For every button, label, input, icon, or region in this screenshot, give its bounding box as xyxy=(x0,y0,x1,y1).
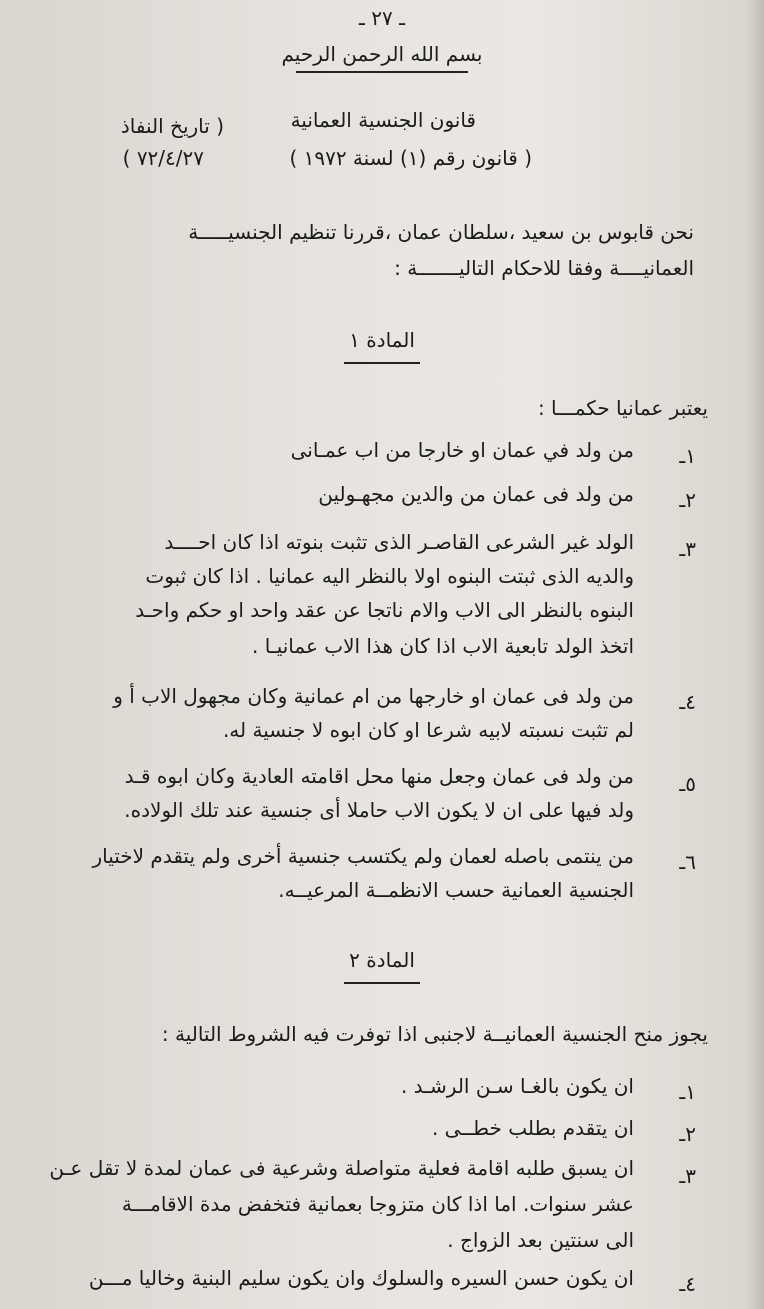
article-1-intro: يعتبر عمانيا حكمـــا : xyxy=(537,396,708,420)
article-2-item-3-number: ٣ـ xyxy=(679,1164,696,1188)
article-2-item-3-line-2: عشر سنوات. اما اذا كان متزوجا بعمانية فتخفض مدة الاقامـــة xyxy=(121,1192,634,1216)
article-2-item-3-line-3: الى سنتين بعد الزواج . xyxy=(447,1228,634,1252)
article-1-item-3-line-4: اتخذ الولد تابعية الاب اذا كان هذا الاب عمانيـا . xyxy=(252,634,634,658)
article-1-item-2-text: من ولد فى عمان من والدين مجهـولين xyxy=(318,482,634,506)
article-1-item-5-line-2: ولد فيها على ان لا يكون الاب حاملا أى جنسية عند تلك الولاده. xyxy=(124,798,634,822)
article-2-item-4-number: ٤ـ xyxy=(679,1272,696,1296)
article-1-item-1-number: ١ـ xyxy=(679,444,696,468)
article-1-item-4-line-2: لم تثبت نسبته لابيه شرعا او كان ابوه لا جنسية له. xyxy=(222,718,634,742)
article-2-item-3-line-1: ان يسبق طلبه اقامة فعلية متواصلة وشرعية فى عمان لمدة لا تقل عـن xyxy=(49,1156,634,1180)
article-1-heading: المادة ١ xyxy=(349,328,415,352)
basmala: بسم الله الرحمن الرحيم xyxy=(281,42,483,66)
article-1-underline xyxy=(344,362,420,364)
article-1-item-1-text: من ولد في عمان او خارجا من اب عمـانى xyxy=(290,438,634,462)
article-2-item-1-text: ان يكون بالغـا سـن الرشـد . xyxy=(400,1074,634,1098)
page-edge-shadow xyxy=(746,0,764,1309)
article-2-item-2-number: ٢ـ xyxy=(679,1122,696,1146)
article-2-item-2-text: ان يتقدم بطلب خطــى . xyxy=(431,1116,634,1140)
preamble-line-2: العمانيــــة وفقا للاحكام التاليـــــــة : xyxy=(394,256,694,280)
article-1-item-4-number: ٤ـ xyxy=(679,690,696,714)
article-1-item-3-line-3: البنوه بالنظر الى الاب والام ناتجا عن عقد واحد او حكم واحـد xyxy=(135,598,634,622)
article-2-heading: المادة ٢ xyxy=(349,948,415,972)
article-1-item-2-number: ٢ـ xyxy=(679,488,696,512)
article-1-item-6-number: ٦ـ xyxy=(679,850,696,874)
article-1-item-6-line-1: من ينتمى باصله لعمان ولم يكتسب جنسية أخرى ولم يتقدم لاختيار xyxy=(92,844,634,868)
page-number: ـ ٢٧ ـ xyxy=(359,6,405,30)
law-title: قانون الجنسية العمانية xyxy=(290,108,476,132)
law-number: ( قانون رقم (١) لسنة ١٩٧٢ ) xyxy=(289,146,532,170)
effective-date: ٧٢/٤/٢٧ ) xyxy=(122,146,204,170)
basmala-underline xyxy=(296,71,468,73)
article-1-item-6-line-2: الجنسية العمانية حسب الانظمــة المرعيــه. xyxy=(278,878,634,902)
article-1-item-4-line-1: من ولد فى عمان او خارجها من ام عمانية وكان مجهول الاب أ و xyxy=(113,684,634,708)
article-1-item-5-line-1: من ولد فى عمان وجعل منها محل اقامته العادية وكان ابوه قـد xyxy=(124,764,634,788)
preamble-line-1: نحن قابوس بن سعيد ،سلطان عمان ،قررنا تنظيم الجنسيـــــة xyxy=(188,220,694,244)
article-1-item-3-number: ٣ـ xyxy=(679,537,696,561)
article-1-item-5-number: ٥ـ xyxy=(679,772,696,796)
article-1-item-3-line-2: والديه الذى ثبتت البنوه اولا بالنظر اليه عمانيا . اذا كان ثبوت xyxy=(145,564,634,588)
article-2-item-4-line-1: ان يكون حسن السيره والسلوك وان يكون سليم البنية وخاليا مـــن xyxy=(88,1266,634,1290)
article-1-item-3-line-1: الولد غير الشرعى القاصـر الذى تثبت بنوته اذا كان احــــد xyxy=(164,530,634,554)
article-2-intro: يجوز منح الجنسية العمانيــة لاجنبى اذا توفرت فيه الشروط التالية : xyxy=(161,1022,708,1046)
effective-date-label: ( تاريخ النفاذ xyxy=(120,114,224,138)
article-2-item-1-number: ١ـ xyxy=(679,1080,696,1104)
article-2-underline xyxy=(344,982,420,984)
